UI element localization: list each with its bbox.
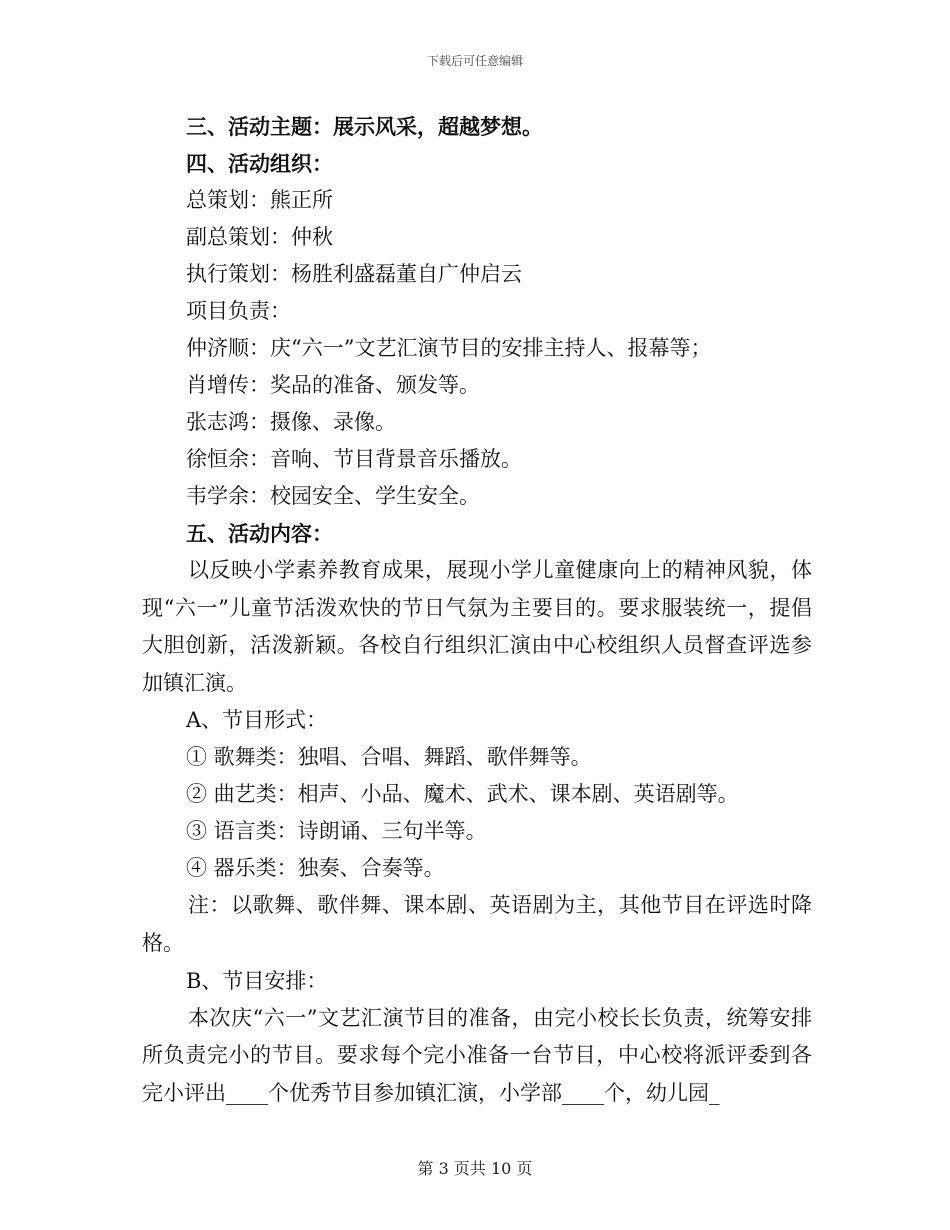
org-deputy-planner: 副总策划：仲秋	[186, 225, 333, 249]
program-form-item: ② 曲艺类：相声、小品、魔术、武术、课本剧、英语剧等。	[186, 782, 739, 807]
org-duty-item: 仲济顺：庆“六一”文艺汇演节目的安排主持人、报幕等；	[186, 336, 712, 360]
section-heading-organization: 四、活动组织：	[186, 151, 333, 176]
org-chief-planner: 总策划：熊正所	[186, 188, 333, 212]
org-duty-item: 徐恒余：音响、节目背景音乐播放。	[186, 447, 522, 471]
note-paragraph: 注：以歌舞、歌伴舞、课本剧、英语剧为主，其他节目在评选时降格。	[142, 893, 812, 955]
program-form-item: ③ 语言类：诗朗诵、三句半等。	[186, 819, 487, 844]
section-heading-content: 五、活动内容：	[186, 521, 333, 546]
org-duty-item: 韦学余：校园安全、学生安全。	[186, 484, 480, 508]
org-duty-item: 张志鸿：摄像、录像。	[186, 410, 396, 434]
program-form-item: ④ 器乐类：独奏、合奏等。	[186, 856, 445, 881]
org-duty-item: 肖增传：奖品的准备、颁发等。	[186, 373, 480, 397]
program-arrangement-title: B、节目安排：	[186, 968, 328, 993]
content-paragraph: 以反映小学素养教育成果，展现小学儿童健康向上的精神风貌，体现“六一”儿童节活泼欢快的节日气氛为主要目的。要求服装统一，提倡大胆创新，活泼新颖。各校自行组织汇演由中心校组织人员督查评选参加镇汇演。	[142, 558, 812, 695]
program-form-item: ① 歌舞类：独唱、合唱、舞蹈、歌伴舞等。	[186, 745, 592, 770]
section-heading-theme: 三、活动主题：展示风采，超越梦想。	[186, 114, 543, 139]
arrangement-paragraph: 本次庆“六一”文艺汇演节目的准备，由完小校长长负责，统筹安排所负责完小的节目。要求每个完小准备一台节目，中心校将派评委到各完小评出____个优秀节目参加镇汇演，小学部____个，幼儿园_	[142, 1005, 812, 1105]
page-footer: 第 3 页共 10 页	[417, 1159, 533, 1178]
program-form-title: A、节目形式：	[186, 708, 328, 733]
document-body	[142, 108, 812, 1112]
page-header: 下载后可任意编辑	[426, 54, 523, 68]
org-executive-planner: 执行策划：杨胜利盛磊董自广仲启云	[186, 262, 522, 286]
org-project-lead-label: 项目负责：	[186, 299, 291, 323]
